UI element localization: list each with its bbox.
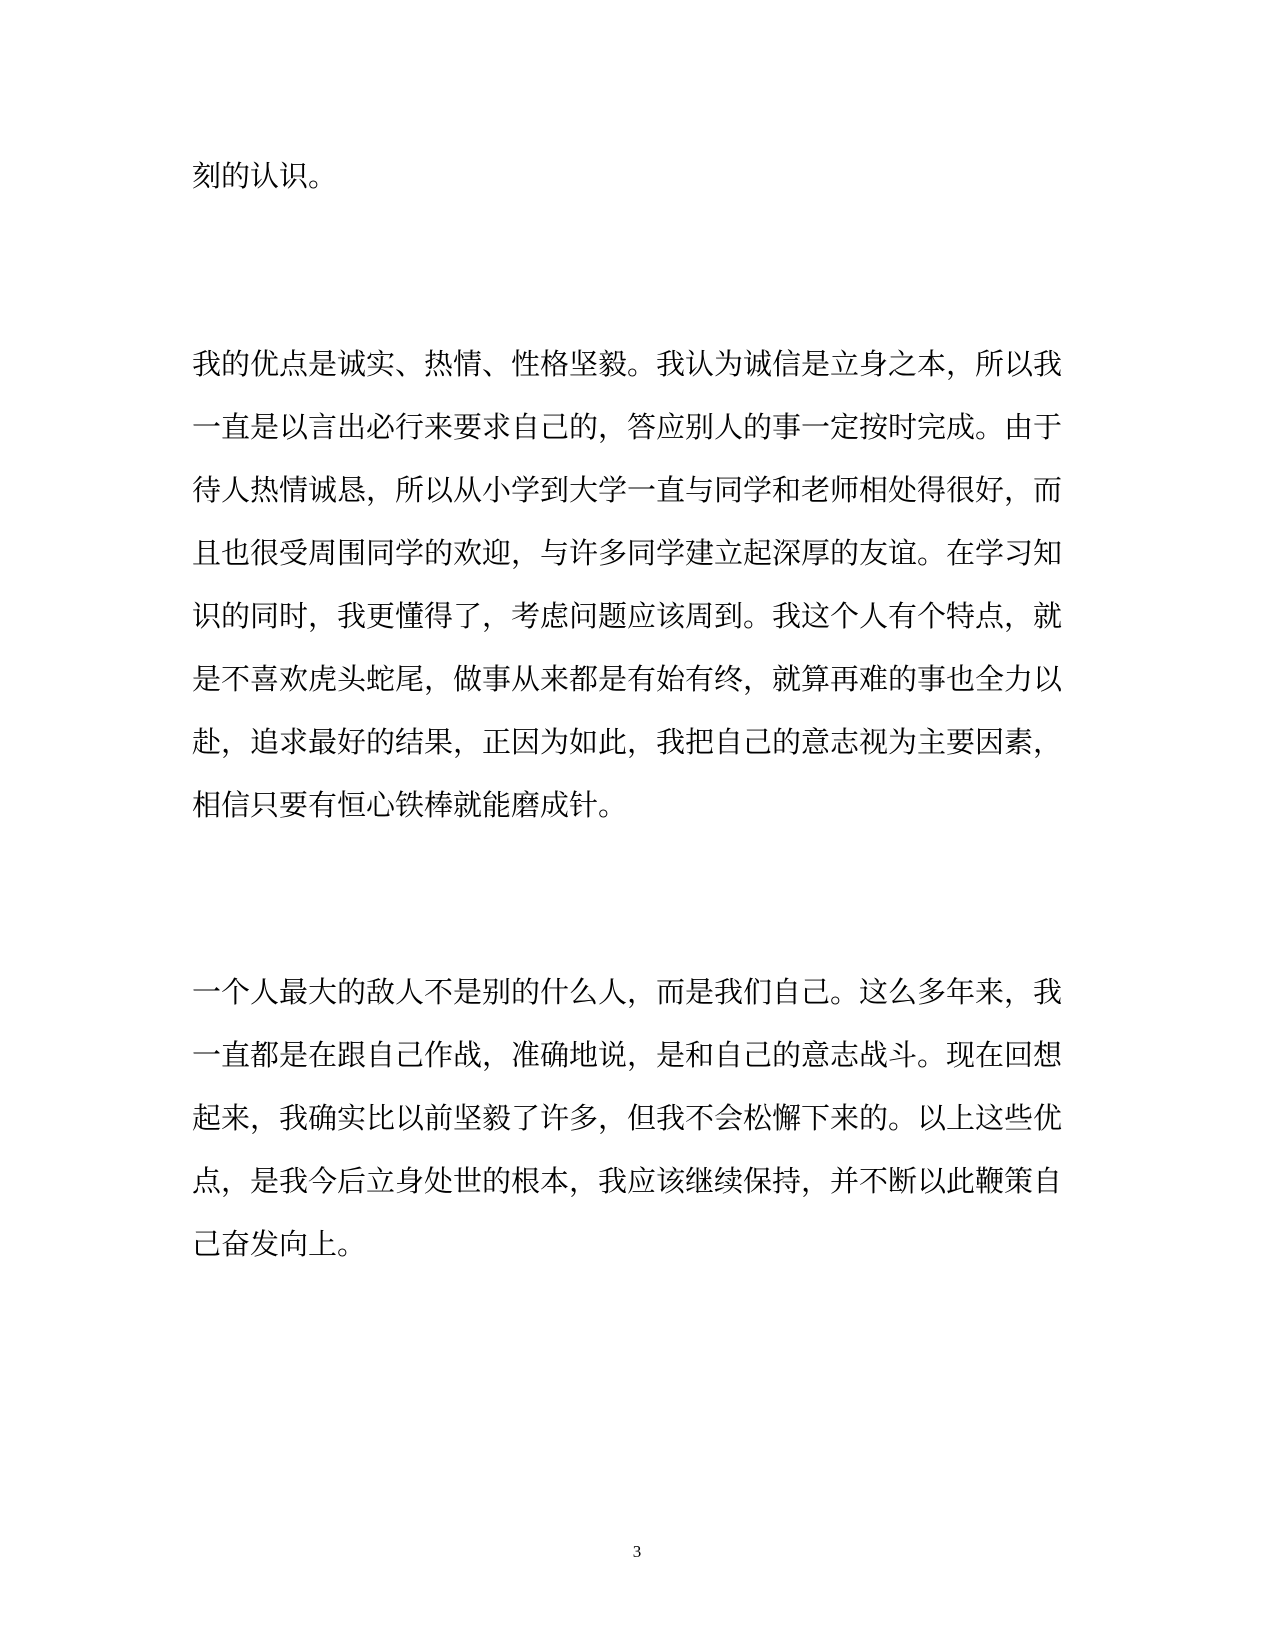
paragraph-3-line-2: 一直都是在跟自己作战，准确地说，是和自己的意志战斗。现在回想 <box>192 1038 1063 1072</box>
paragraph-3-line-4: 点，是我今后立身处世的根本，我应该继续保持，并不断以此鞭策自 <box>192 1164 1063 1198</box>
paragraph-3-line-3: 起来，我确实比以前坚毅了许多，但我不会松懈下来的。以上这些优 <box>192 1101 1063 1135</box>
page-number: 3 <box>632 1542 642 1561</box>
paragraph-3-line-5: 己奋发向上。 <box>192 1227 367 1261</box>
paragraph-3-line-1: 一个人最大的敌人不是别的什么人，而是我们自己。这么多年来，我 <box>192 975 1063 1009</box>
paragraph-2-line-4: 且也很受周围同学的欢迎，与许多同学建立起深厚的友谊。在学习知 <box>192 536 1063 570</box>
paragraph-2-line-8: 相信只要有恒心铁棒就能磨成针。 <box>192 788 628 822</box>
paragraph-2-line-7: 赴，追求最好的结果，正因为如此，我把自己的意志视为主要因素， <box>192 725 1063 759</box>
paragraph-2-line-3: 待人热情诚恳，所以从小学到大学一直与同学和老师相处得很好，而 <box>192 473 1063 507</box>
paragraph-2-line-1: 我的优点是诚实、热情、性格坚毅。我认为诚信是立身之本，所以我 <box>192 347 1063 381</box>
paragraph-2-line-6: 是不喜欢虎头蛇尾，做事从来都是有始有终，就算再难的事也全力以 <box>192 662 1063 696</box>
paragraph-1-line-1: 刻的认识。 <box>192 159 338 193</box>
paragraph-2-line-5: 识的同时，我更懂得了，考虑问题应该周到。我这个人有个特点，就 <box>192 599 1063 633</box>
paragraph-2-line-2: 一直是以言出必行来要求自己的，答应别人的事一定按时完成。由于 <box>192 410 1063 444</box>
